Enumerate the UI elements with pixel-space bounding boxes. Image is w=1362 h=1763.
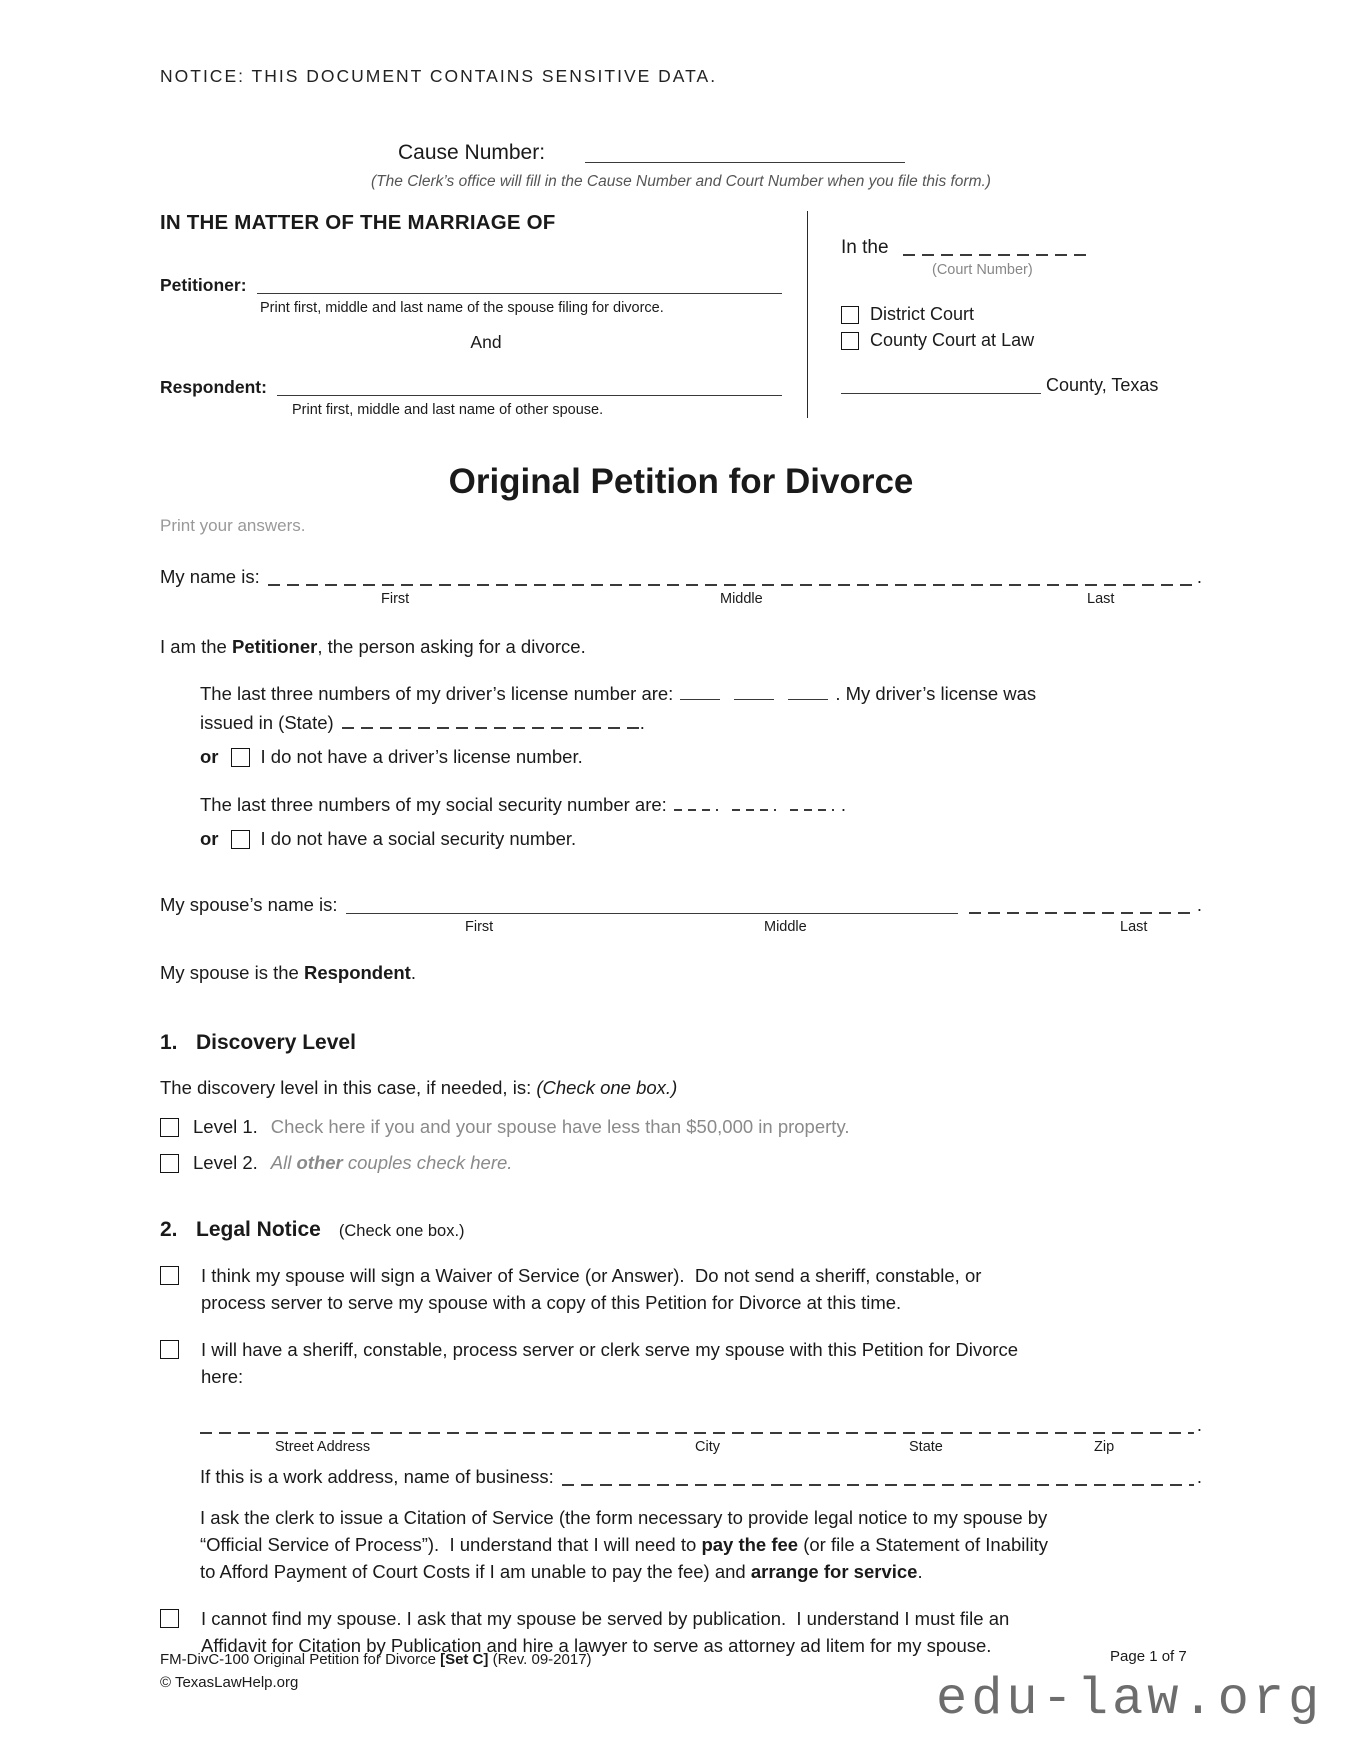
zip-label: Zip	[1094, 1439, 1115, 1455]
line: Affidavit for Citation by Publication and hire a lawyer to serve as attorney ad litem for my spouse.	[201, 1635, 992, 1656]
matter-heading: IN THE MATTER OF THE MARRIAGE OF	[160, 211, 556, 234]
section-1-heading	[160, 1031, 1202, 1055]
clerk-note: (The Clerk’s office will fill in the Cause Number and Court Number when you file this form.)	[371, 173, 991, 190]
spouse-name-blank-dashed[interactable]	[969, 909, 1194, 914]
cause-number-blank[interactable]	[585, 158, 905, 163]
dl-state-text: issued in (State)	[200, 712, 334, 733]
respondent-bold: Respondent	[303, 962, 411, 983]
level-2-pre: All	[270, 1152, 297, 1173]
or-label: or	[200, 828, 219, 849]
last-name-label: Last	[1087, 591, 1115, 607]
spouse-sentence-post: .	[410, 962, 416, 983]
dl-digit-blank-2[interactable]	[734, 695, 774, 700]
sensitive-data-notice: NOTICE: THIS DOCUMENT CONTAINS SENSITIVE DATA.	[160, 66, 718, 86]
legal-notice-serve-option	[160, 1336, 1202, 1390]
my-name-sublabels	[160, 588, 1202, 610]
arrange-for-service-bold: arrange for service	[750, 1561, 918, 1582]
form-id-pre: FM-DivC-100 Original Petition for Divorce	[160, 1651, 441, 1668]
middle-name-label: Middle	[764, 919, 807, 935]
copyright-line: © TexasLawHelp.org	[160, 1674, 299, 1691]
county-row	[841, 375, 1202, 396]
ssn-digit-blank-3[interactable]	[790, 806, 834, 811]
dl-text: The last three numbers of my driver’s license number are:	[200, 683, 674, 704]
petitioner-sentence-pre: I am the	[160, 636, 232, 657]
spouse-sentence-pre: My spouse is the	[160, 962, 304, 983]
spouse-name-row	[160, 894, 1202, 916]
county-court-checkbox[interactable]	[841, 332, 859, 350]
no-drivers-license-option	[200, 746, 1202, 768]
drivers-license-line2	[200, 708, 1202, 737]
discovery-level-1-option	[160, 1116, 1202, 1138]
cause-number-label: Cause Number:	[398, 141, 546, 164]
serve-checkbox[interactable]	[160, 1340, 179, 1359]
check-one-box-note: (Check one box.)	[536, 1077, 678, 1098]
middle-name-label: Middle	[720, 591, 763, 607]
my-name-blank[interactable]	[268, 581, 1194, 586]
dl-state-blank[interactable]	[342, 724, 640, 729]
petitioner-sentence	[160, 632, 1202, 661]
petitioner-name-blank[interactable]	[257, 289, 782, 294]
identity-block	[200, 679, 1202, 850]
service-address-row	[200, 1414, 1202, 1436]
first-name-label: First	[465, 919, 494, 935]
citation-paragraph	[200, 1504, 1202, 1585]
page-footer	[0, 1648, 1362, 1763]
form-id-line	[160, 1648, 592, 1671]
work-address-blank[interactable]	[562, 1481, 1194, 1486]
edu-law-watermark: edu-law.org	[936, 1670, 1324, 1729]
my-name-label: My name is:	[160, 566, 260, 587]
level-2-description	[271, 1152, 513, 1174]
discovery-intro-text: The discovery level in this case, if needed, is:	[160, 1077, 537, 1098]
spouse-name-period: .	[1196, 894, 1202, 915]
line: process server to serve my spouse with a copy of this Petition for Divorce at this time.	[201, 1292, 902, 1313]
print-answers-note: Print your answers.	[160, 516, 306, 535]
section-1-title: Discovery Level	[196, 1031, 356, 1054]
no-ssn-checkbox[interactable]	[231, 830, 250, 849]
section-1-number: 1.	[160, 1031, 178, 1054]
cause-number-row	[398, 141, 1202, 165]
ssn-text: The last three numbers of my social security number are:	[200, 794, 667, 815]
spouse-name-sublabels	[160, 916, 1202, 938]
street-address-label: Street Address	[275, 1439, 371, 1455]
line: here:	[201, 1366, 244, 1387]
line: “Official Service of Process”). I understand that I will need to	[200, 1534, 702, 1555]
city-label: City	[695, 1439, 720, 1455]
spouse-name-blank-solid[interactable]	[346, 909, 958, 914]
section-2-number: 2.	[160, 1218, 178, 1241]
petitioner-caption: Print first, middle and last name of the spouse filing for divorce.	[260, 300, 664, 316]
form-id-set: [Set C]	[440, 1651, 489, 1668]
caption-court-column	[807, 211, 1202, 418]
level-2-bold: other	[296, 1152, 343, 1173]
serve-option-text	[201, 1336, 1018, 1390]
discovery-intro	[160, 1073, 1202, 1102]
caption-left-column	[160, 211, 807, 418]
line: I ask the clerk to issue a Citation of Service (the form necessary to provide legal notice to my spouse by	[200, 1507, 1048, 1528]
in-the-label: In the	[841, 237, 889, 258]
service-address-blank[interactable]	[200, 1429, 1194, 1434]
spouse-respondent-sentence	[160, 958, 1202, 987]
no-drivers-license-label: I do not have a driver’s license number.	[260, 746, 583, 767]
address-period: .	[1196, 1414, 1202, 1435]
respondent-caption: Print first, middle and last name of other spouse.	[292, 402, 604, 418]
court-type-options	[841, 304, 1202, 351]
service-address-sublabels	[200, 1436, 1202, 1458]
discovery-level-2-option	[160, 1152, 1202, 1174]
line: (or file a Statement of Inability	[798, 1534, 1048, 1555]
petitioner-row	[160, 275, 782, 296]
no-ssn-option	[200, 828, 1202, 850]
line: I cannot find my spouse. I ask that my spouse be served by publication. I understand I must file an	[201, 1608, 1010, 1629]
respondent-name-blank[interactable]	[277, 391, 782, 396]
respondent-label: Respondent:	[160, 377, 267, 397]
form-title: Original Petition for Divorce	[448, 462, 914, 501]
no-drivers-license-checkbox[interactable]	[231, 748, 250, 767]
level-1-description: Check here if you and your spouse have less than $50,000 in property.	[270, 1116, 850, 1137]
pay-the-fee-bold: pay the fee	[701, 1534, 799, 1555]
petitioner-sentence-post: , the person asking for a divorce.	[317, 636, 586, 657]
dl-period: .	[639, 712, 645, 733]
work-address-period: .	[1196, 1466, 1202, 1487]
district-court-label: District Court	[870, 304, 975, 324]
last-name-label: Last	[1120, 919, 1148, 935]
district-court-option	[841, 304, 1202, 325]
my-name-row	[160, 566, 1202, 588]
spouse-name-label: My spouse’s name is:	[160, 894, 338, 915]
first-name-label: First	[381, 591, 410, 607]
work-address-row	[200, 1466, 1202, 1488]
dl-text-tail: . My driver’s license was	[835, 683, 1037, 704]
form-id-rev: (Rev. 09-2017)	[488, 1651, 592, 1668]
dl-digit-blank-3[interactable]	[788, 695, 828, 700]
county-name-blank[interactable]	[841, 389, 1041, 394]
court-number-row	[841, 237, 1202, 259]
district-court-checkbox[interactable]	[841, 306, 859, 324]
county-texas-label: County, Texas	[1046, 375, 1159, 395]
footer-form-info	[160, 1648, 592, 1694]
waiver-option-text	[201, 1262, 981, 1316]
case-caption	[160, 211, 1202, 418]
county-court-label: County Court at Law	[870, 330, 1035, 350]
level-1-label: Level 1.	[193, 1116, 258, 1137]
state-label: State	[909, 1439, 943, 1455]
petitioner-bold: Petitioner	[231, 636, 318, 657]
legal-notice-waiver-option	[160, 1262, 1202, 1316]
ssn-line	[200, 790, 1202, 819]
check-one-box-note: (Check one box.)	[338, 1222, 465, 1240]
publication-checkbox[interactable]	[160, 1609, 179, 1628]
line: to Afford Payment of Court Costs if I am unable to pay the fee) and	[200, 1561, 751, 1582]
section-2-heading	[160, 1218, 1202, 1242]
dl-digit-blank-1[interactable]	[680, 695, 720, 700]
level-1-checkbox[interactable]	[160, 1118, 179, 1137]
level-2-checkbox[interactable]	[160, 1154, 179, 1173]
or-label: or	[200, 746, 219, 767]
line: I will have a sheriff, constable, process server or clerk serve my spouse with this Petition for Divorce	[201, 1339, 1019, 1360]
line: .	[917, 1561, 923, 1582]
drivers-license-line1	[200, 679, 1202, 708]
my-name-period: .	[1196, 566, 1202, 587]
ssn-digit-blank-2[interactable]	[732, 806, 776, 811]
page-number: Page 1 of 7	[1110, 1648, 1187, 1665]
waiver-checkbox[interactable]	[160, 1266, 179, 1285]
line: I think my spouse will sign a Waiver of Service (or Answer). Do not send a sheriff, constable, or	[201, 1265, 982, 1286]
level-2-label: Level 2.	[193, 1152, 258, 1173]
service-address-block	[200, 1414, 1202, 1585]
county-court-option	[841, 330, 1202, 351]
ssn-digit-blank-1[interactable]	[674, 806, 718, 811]
court-number-blank[interactable]	[903, 251, 1088, 256]
respondent-row	[160, 377, 782, 398]
petitioner-label: Petitioner:	[160, 275, 247, 295]
section-2-title: Legal Notice	[196, 1218, 321, 1241]
court-number-caption: (Court Number)	[932, 262, 1033, 278]
no-ssn-label: I do not have a social security number.	[260, 828, 577, 849]
work-address-label: If this is a work address, name of business:	[200, 1466, 554, 1487]
level-2-post: couples check here.	[342, 1152, 513, 1173]
ssn-period: .	[840, 794, 846, 815]
and-label: And	[470, 332, 502, 352]
